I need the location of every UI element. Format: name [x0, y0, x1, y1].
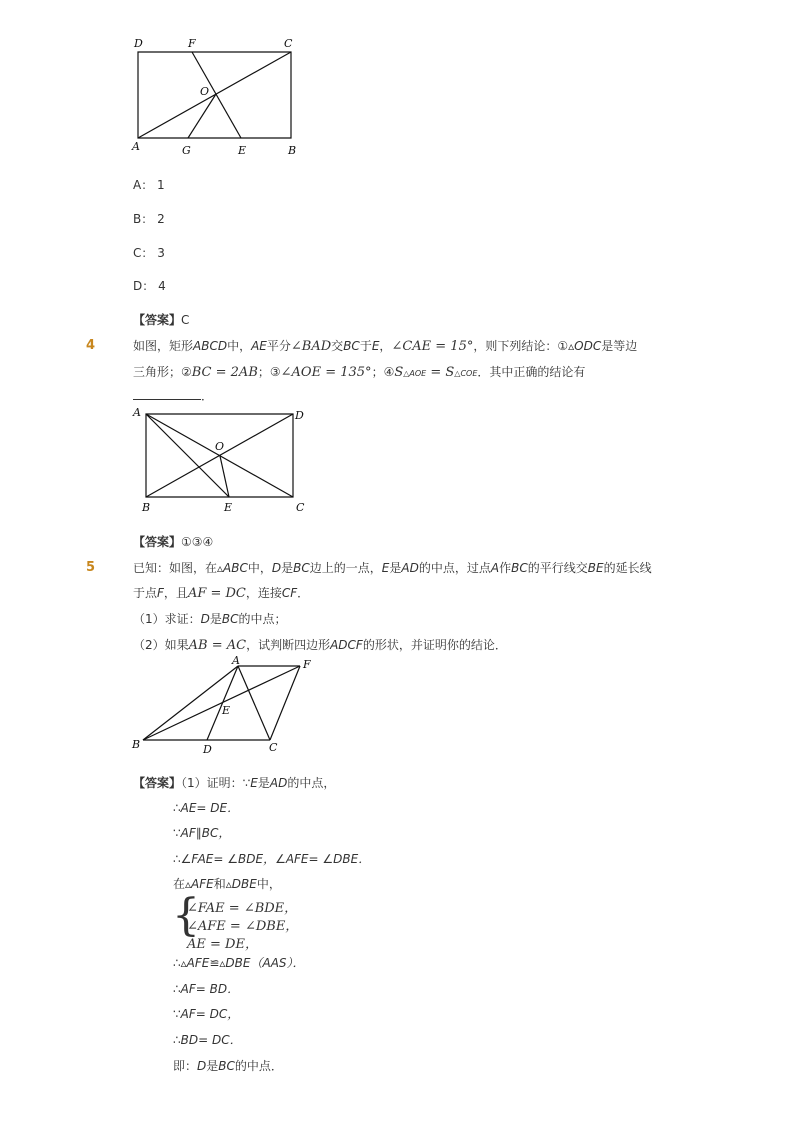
answer-value: C	[181, 313, 190, 327]
label-f3: F	[303, 658, 311, 671]
option-b: B： 2	[133, 212, 165, 226]
proof-step-6: ∴▵AFE≌▵DBE（AAS）．	[173, 956, 305, 970]
q3-answer	[133, 312, 189, 328]
proof-step-4: ∴∠FAE= ∠BDE，∠AFE= ∠DBE．	[173, 852, 371, 866]
system-line-2: ∠AFE = ∠DBE，	[187, 919, 299, 934]
proof-step-8: ∵AF= DC，	[173, 1007, 240, 1021]
system-line-1: ∠FAE = ∠BDE，	[187, 901, 298, 916]
proof-step-3: ∵AF∥BC，	[173, 826, 231, 840]
label-a2: A	[133, 406, 141, 419]
label-c3: C	[269, 741, 278, 754]
system-brace: {	[172, 890, 200, 941]
answer-label: 【答案】	[133, 535, 182, 549]
label-c: C	[284, 37, 293, 50]
label-b: B	[288, 144, 297, 157]
question-number-4: 4	[86, 338, 96, 353]
q4-line2: 三角形；②BC = 2AB；③∠AOE = 135°；④S△AOE = S△COE．其中正确的结论有	[133, 365, 586, 380]
q5-line1: 已知：如图，在▵ABC中，D是BC边上的一点，E是AD的中点，过点A作BC的平行线交BE的延长线	[133, 561, 652, 575]
figure-rectangle-2	[128, 404, 318, 520]
option-a: A： 1	[133, 178, 165, 192]
label-a3: A	[232, 654, 240, 667]
figure-rectangle-1	[128, 34, 308, 160]
segment-ac	[238, 666, 270, 740]
segment-og	[188, 94, 216, 138]
label-e2: E	[224, 501, 233, 514]
segment-ac	[138, 52, 291, 138]
label-c2: C	[296, 501, 305, 514]
proof-step-9: ∴BD= DC．	[173, 1033, 242, 1047]
option-d: D： 4	[133, 279, 166, 293]
label-e3: E	[222, 704, 231, 717]
label-d3: D	[203, 743, 212, 756]
proof-step-2: ∴AE= DE．	[173, 801, 240, 815]
segment-ba	[143, 666, 238, 740]
label-b3: B	[132, 738, 141, 751]
q5-part2: （2）如果AB = AC，试判断四边形ADCF的形状，并证明你的结论．	[133, 638, 507, 653]
q4-line3: ．	[133, 388, 213, 404]
proof-step-5: 在▵AFE和▵DBE中，	[173, 877, 281, 891]
segment-oe	[220, 456, 229, 497]
q5-line2: 于点F，且AF = DC，连接CF．	[133, 586, 310, 601]
q4-answer	[133, 534, 213, 550]
label-f: F	[188, 37, 196, 50]
question-number-5: 5	[86, 560, 96, 575]
figure-quadrilateral	[128, 654, 328, 756]
option-c: C： 3	[133, 246, 165, 260]
label-d: D	[134, 37, 143, 50]
q4-line1: 如图，矩形ABCD中，AE平分∠BAD交BC于E，∠CAE = 15°，则下列结论：①▵ODC是等边	[133, 339, 638, 354]
proof-step-7: ∴AF= BD．	[173, 982, 240, 996]
segment-ae	[146, 414, 229, 497]
label-g: G	[182, 144, 191, 157]
label-e: E	[238, 144, 247, 157]
system-line-3: AE = DE，	[187, 937, 258, 952]
q5-answer-line1: 【答案】（1）证明：∵E是AD的中点，	[133, 776, 336, 790]
label-b2: B	[142, 501, 151, 514]
answer-label: 【答案】	[133, 776, 182, 790]
segment-fc	[270, 666, 300, 740]
answer-blank[interactable]	[133, 389, 201, 400]
answer-label: 【答案】	[133, 313, 182, 327]
answer-value: ①③④	[181, 535, 214, 549]
label-a: A	[132, 140, 140, 153]
proof-step-10: 即：D是BC的中点．	[173, 1059, 283, 1073]
segment-bf	[143, 666, 300, 740]
label-o2: O	[215, 440, 225, 453]
label-d2: D	[295, 409, 304, 422]
q5-part1: （1）求证：D是BC的中点；	[133, 612, 287, 626]
label-o: O	[200, 85, 210, 98]
